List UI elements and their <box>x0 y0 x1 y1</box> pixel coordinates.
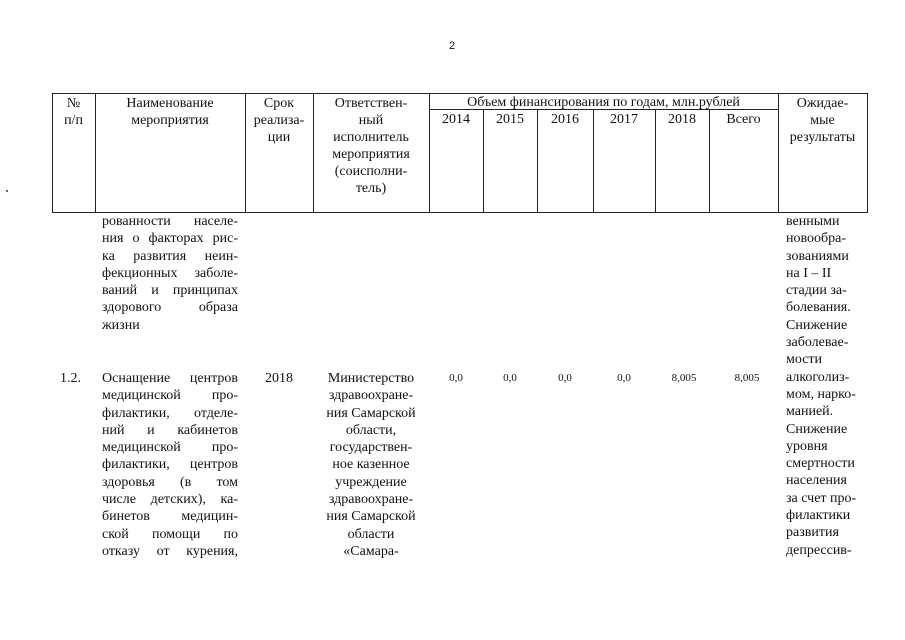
header-responsible: Ответствен- ный исполнитель мероприятия (соисполни- тель) <box>332 96 410 196</box>
header-year-2014: 2014 <box>442 112 470 127</box>
header-term: Срок реализа- ции <box>253 96 305 145</box>
header-year-2017: 2017 <box>610 112 638 127</box>
continued-event-name: рованности населе- ния о факторах рис- ка развития неин- фекционных заболе- ваний и принципах здорового образа жизни <box>102 214 238 333</box>
header-year-2018: 2018 <box>668 112 696 127</box>
row-number: 1.2. <box>60 371 81 386</box>
header-finance: Объем финансирования по годам, млн.рублей <box>467 95 740 110</box>
row-event-name: Оснащение центров медицинской про- филактики, отделе- ний и кабинетов медицинской про- филактики, центров здоровья (в том числе детских), ка- бинетов медицин- ской помощи по отказу от курения, <box>102 371 238 559</box>
header-name: Наименование мероприятия <box>126 96 214 128</box>
page-number: 2 <box>448 40 456 52</box>
value-2017: 0,0 <box>617 372 631 384</box>
scan-artifact <box>6 190 8 192</box>
value-2018: 8,005 <box>671 372 697 384</box>
header-results: Ожидае- мые результаты <box>789 96 856 145</box>
expected-results-text: венными новообра- зованиями на I – II стадии за- болевания. Снижение заболевае- мости алкоголиз- мом, нарко- манией. Снижение уровня смертности населения за счет про- филактики развития депрессив- <box>786 214 857 558</box>
value-total: 8,005 <box>734 372 760 384</box>
value-2016: 0,0 <box>558 372 572 384</box>
table-right-border <box>867 93 868 213</box>
header-total: Всего <box>726 112 761 127</box>
value-2014: 0,0 <box>449 372 463 384</box>
header-year-2016: 2016 <box>551 112 579 127</box>
row-term: 2018 <box>265 371 293 386</box>
value-2015: 0,0 <box>503 372 517 384</box>
row-responsible: Министерство здравоохране- ния Самарской области, государствен- ное казенное учреждение здравоохране- ния Самарской области «Самара- <box>326 371 416 559</box>
header-number: № п/п <box>64 96 83 128</box>
header-year-2015: 2015 <box>496 112 524 127</box>
